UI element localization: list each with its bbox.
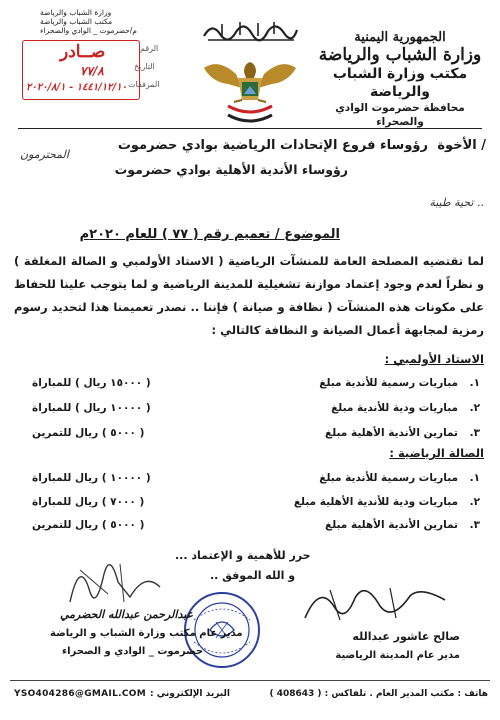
section-stadium-title: الاستاد الأولمبي : [384,352,484,366]
row-fee: ( ٥٠٠٠ ) ريال للتمرين [32,519,145,531]
basmala-calligraphy [200,16,300,44]
stamp-line2: مكتب الشباب والرياضة [40,17,113,26]
body-paragraph: لما تقتضيه المصلحة العامة للمنشآت الرياضية ( الاستاد الأولمبي و الصالة المغلقة ) و نظراً لعدم وجود إعتماد موازنة تشغيلية للمدينة الرياضية و لما يتوجب علينا للحفاظ على مكونات هذه المنشآت ( نظافة و صيانة ) فإننا .. نصدر تعميمنا هذا لتحديد رسوم رمزية لمجابهة أعمال الصيانة و النظافة كالتالي : [14,254,484,337]
row-number: ١. [469,472,480,484]
row-description: مباريات ودية للأندية مبلغ [331,402,458,414]
row-description: مباريات ودية للأندية الأهلية مبلغ [293,496,458,508]
stamp-date-label: التاريخ [134,62,155,71]
row-number: ٢. [469,402,480,414]
footer-email-label: البريد الإلكتروني : [150,689,230,699]
greeting: تحية طيبة .. [429,196,484,209]
closing-line1: حرر للأهمية و الإعتماد ... [175,549,311,562]
stamp-line3: م/حضرموت _ الوادي والصحراء [40,26,137,35]
signature-left-title2: حضرموت _ الوادي و الصحراء [62,646,204,657]
fee-row [20,427,480,447]
fee-row [20,377,480,397]
letterhead [310,30,490,129]
stamp-attach-label: المرفقات [128,80,160,89]
letterhead-republic: الجمهورية اليمنية [354,30,446,45]
footer-divider [10,680,490,681]
row-fee: ( ٧٠٠٠ ) ريال للمباراة [32,496,145,508]
footer-phone: هاتف : مكتب المدير العام . تلفاكس : ( 408643 ) [269,689,488,699]
handwritten-signature-left [60,552,170,612]
addressee-line1: رؤوساء فروع الإتحادات الرياضية بوادي حضرموت [117,138,428,153]
signature-right-name: صالح عاشور عبدالله [352,630,460,643]
row-fee: ( ١٠٠٠٠ ) ريال للمباراة [32,472,151,484]
row-description: تمارين الأندية الأهلية مبلغ [325,427,458,439]
letterhead-ministry: وزارة الشباب والرياضة [318,45,482,65]
signature-left-title1: مدير عام مكتب وزارة الشباب و الرياضة [50,628,243,639]
row-number: ٣. [469,519,480,531]
stamp-line1: وزارة الشباب والرياضة [40,8,112,17]
signature-right-title: مدير عام المدينة الرياضية [335,650,460,661]
fee-row [20,472,480,492]
row-number: ٢. [469,496,480,508]
fee-row [20,402,480,422]
fee-row [20,519,480,539]
footer-email[interactable]: YSO404286@GMAIL.COM [14,689,146,699]
header-divider [18,128,482,129]
addressee-line2: رؤوساء الأندية الأهلية بوادي حضرموت [114,162,348,177]
row-fee: ( ٥٠٠٠ ) ريال للتمرين [32,427,145,439]
row-number: ٣. [469,427,480,439]
section-hall-title: الصالة الرياضية : [389,446,484,460]
row-description: تمارين الأندية الأهلية مبلغ [325,519,458,531]
row-fee: ( ١٥٠٠٠ ريال ) للمباراة [32,377,151,389]
signature-left-name: عبدالرحمن عبدالله الحضرمي [60,608,194,621]
letterhead-office: مكتب وزارة الشباب والرياضة [332,66,468,100]
subject-line: الموضوع / تعميم رقم ( ٧٧ ) للعام ٢٠٢٠م [79,227,340,242]
row-description: مباريات رسمية للأندية مبلغ [319,472,458,484]
handwritten-signature-right [300,578,450,628]
yemen-eagle-emblem-icon [198,48,302,128]
fee-row [20,496,480,516]
row-description: مباريات رسمية للأندية مبلغ [319,377,458,389]
row-number: ١. [469,377,480,389]
row-fee: ( ١٠٠٠٠ ريال ) للمباراة [32,402,151,414]
respected-handwritten: المحترمون [20,148,69,161]
addressee-label: الأخوة / [437,138,486,153]
letterhead-governorate: محافظة حضرموت الوادي والصحراء [335,102,465,128]
stamp-status: صــادر [60,42,106,62]
stamp-ref-label: الرقم [140,44,159,53]
stamp-ref-value: ٧٧/٨ [80,64,104,78]
closing-line2: و الله الموفق .. [210,569,296,582]
stamp-date-value: ١٤٤١/١٢/١٠ - ٢٠٢٠/٨/١ [26,82,127,93]
